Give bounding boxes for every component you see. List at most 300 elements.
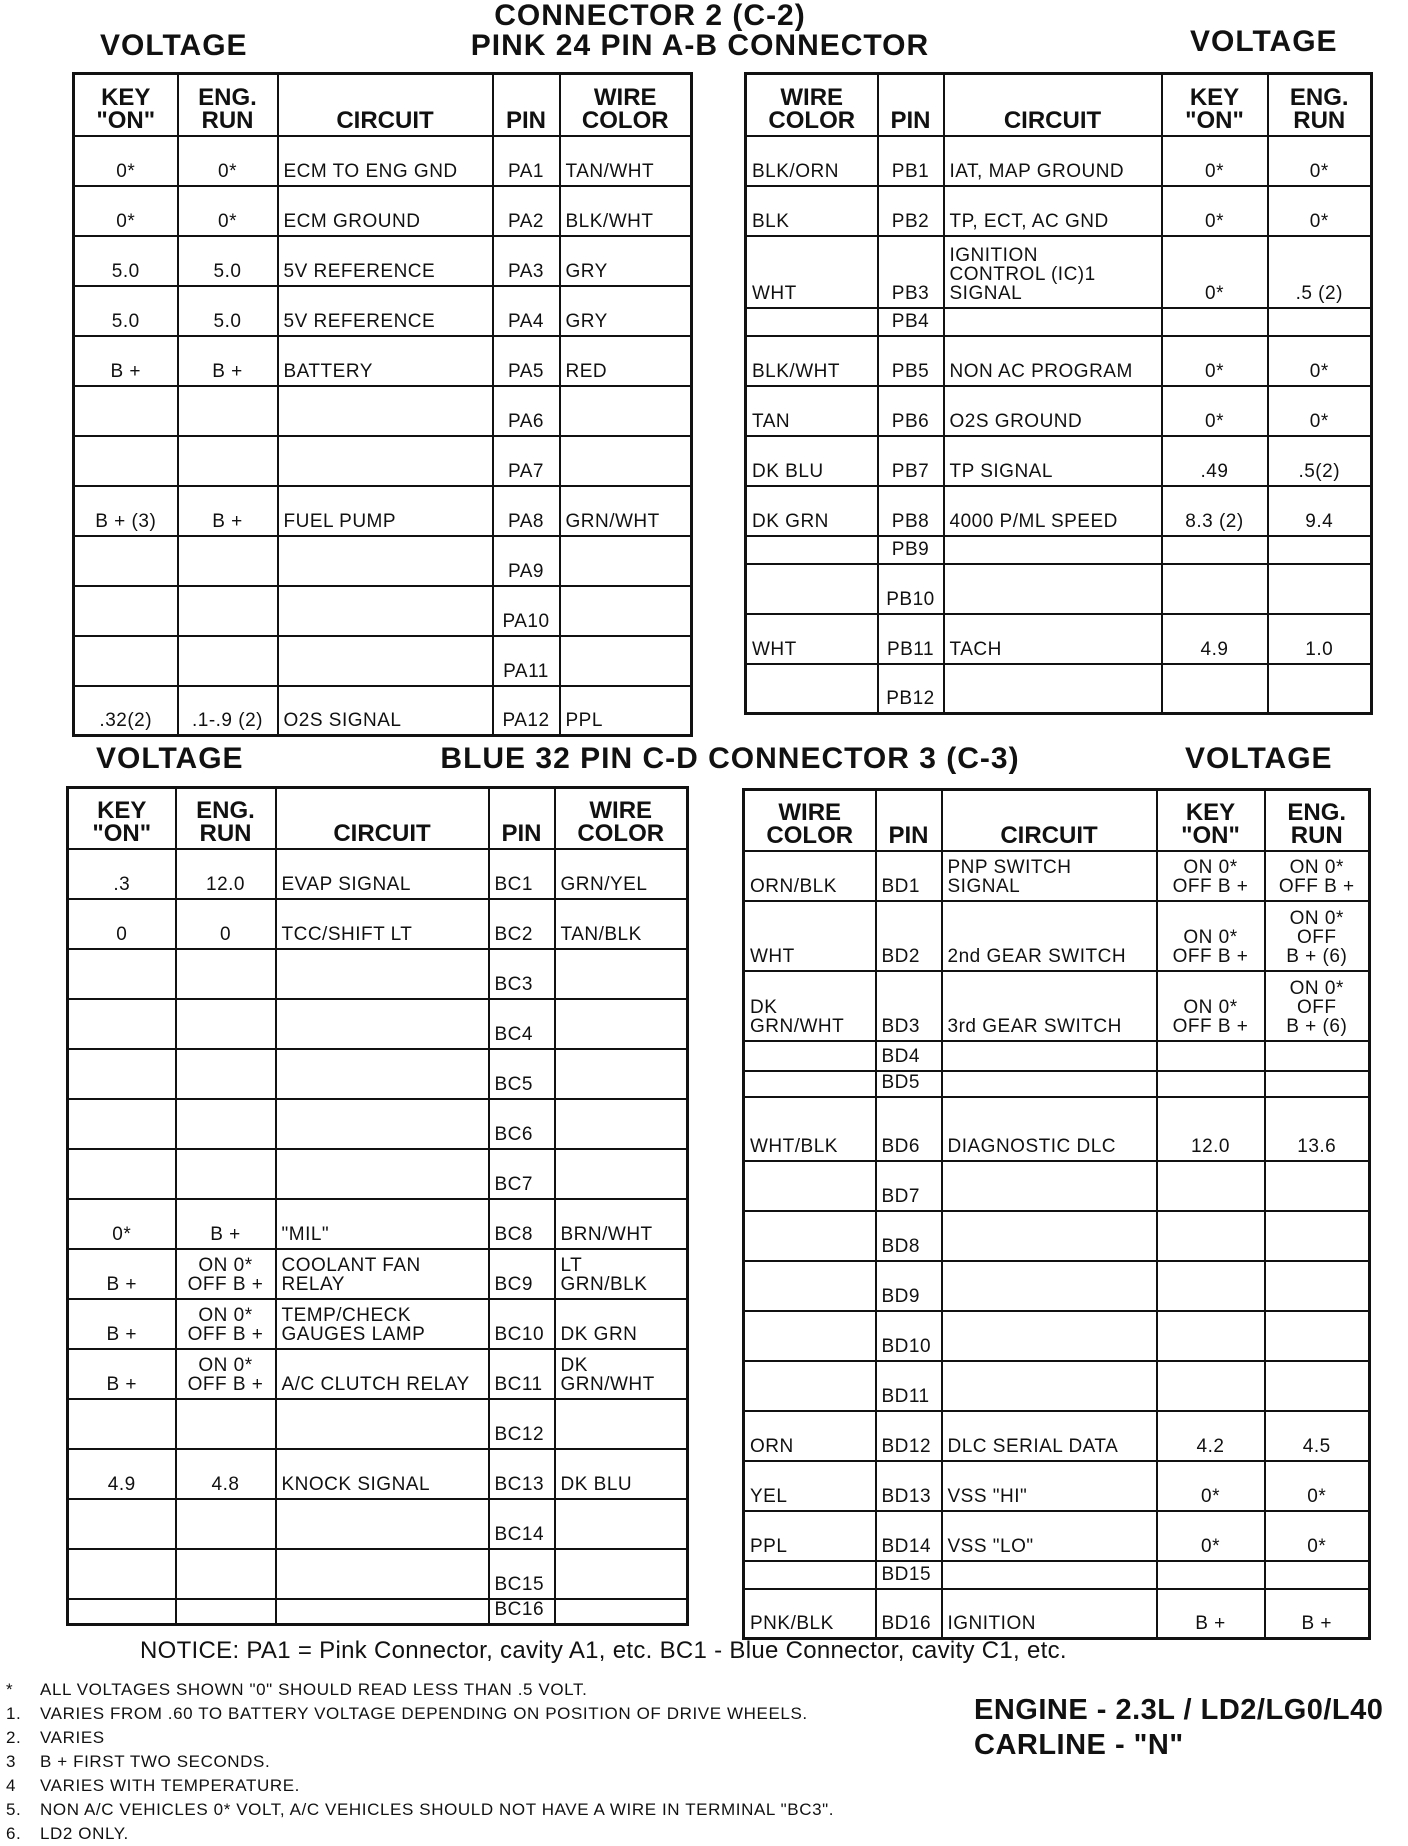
cell-wire-color: DK GRN bbox=[746, 486, 878, 536]
cell-circuit: EVAP SIGNAL bbox=[276, 849, 489, 899]
cell-wire-color: DK GRN bbox=[555, 1299, 688, 1349]
table-row bbox=[74, 536, 692, 586]
footnote bbox=[6, 1702, 834, 1726]
cell-pin: BC5 bbox=[489, 1049, 555, 1099]
cell-circuit bbox=[944, 564, 1162, 614]
footnote bbox=[6, 1678, 834, 1702]
cell-pin: PA4 bbox=[493, 286, 560, 336]
footnote bbox=[6, 1726, 834, 1750]
col-pin: PIN bbox=[489, 788, 555, 849]
col-eng-run: ENG. RUN bbox=[178, 74, 278, 136]
table-row bbox=[74, 286, 692, 336]
cell-pin: PB1 bbox=[878, 136, 944, 186]
cell-key-on bbox=[74, 586, 178, 636]
col-key-on: KEY "ON" bbox=[1157, 790, 1265, 851]
pink-connector-b-table bbox=[744, 72, 1373, 715]
cell-pin: BD16 bbox=[876, 1589, 942, 1639]
cell-pin: PB9 bbox=[878, 536, 944, 564]
footnote bbox=[6, 1798, 834, 1822]
cell-key-on bbox=[1157, 1071, 1265, 1097]
footnote-text: LD2 ONLY. bbox=[40, 1824, 129, 1843]
cell-key-on bbox=[1157, 1211, 1265, 1261]
cell-eng-run: 5.0 bbox=[178, 286, 278, 336]
col-key-on: KEY "ON" bbox=[68, 788, 176, 849]
cell-circuit: 4000 P/ML SPEED bbox=[944, 486, 1162, 536]
table-row bbox=[74, 636, 692, 686]
footnote bbox=[6, 1822, 834, 1846]
col-eng-run: ENG. RUN bbox=[176, 788, 276, 849]
cell-pin: PB10 bbox=[878, 564, 944, 614]
cell-wire-color: BRN/WHT bbox=[555, 1199, 688, 1249]
cell-pin: PB7 bbox=[878, 436, 944, 486]
cell-eng-run: 0* bbox=[1268, 136, 1372, 186]
cell-pin: PA2 bbox=[493, 186, 560, 236]
cell-key-on: B + bbox=[68, 1299, 176, 1349]
cell-wire-color: PPL bbox=[744, 1511, 876, 1561]
cell-wire-color: BLK/ORN bbox=[746, 136, 878, 186]
table-row bbox=[68, 1299, 688, 1349]
cell-eng-run bbox=[1265, 1071, 1370, 1097]
cell-eng-run bbox=[1268, 564, 1372, 614]
cell-circuit bbox=[944, 308, 1162, 336]
table-row bbox=[68, 849, 688, 899]
cell-circuit: O2S SIGNAL bbox=[278, 686, 493, 736]
cell-circuit bbox=[278, 386, 493, 436]
cell-wire-color: TAN/WHT bbox=[560, 136, 692, 186]
col-circuit: CIRCUIT bbox=[278, 74, 493, 136]
table-row bbox=[68, 999, 688, 1049]
cell-pin: BC9 bbox=[489, 1249, 555, 1299]
cell-circuit bbox=[276, 1099, 489, 1149]
cell-eng-run bbox=[1268, 536, 1372, 564]
cell-circuit bbox=[942, 1561, 1157, 1589]
table-row bbox=[68, 1099, 688, 1149]
cell-pin: PB11 bbox=[878, 614, 944, 664]
footnote-text: VARIES bbox=[40, 1728, 105, 1747]
cell-pin: PA3 bbox=[493, 236, 560, 286]
cell-pin: BD9 bbox=[876, 1261, 942, 1311]
cell-key-on: 0* bbox=[1162, 386, 1268, 436]
cell-circuit bbox=[942, 1071, 1157, 1097]
cell-wire-color bbox=[560, 536, 692, 586]
cell-circuit: TACH bbox=[944, 614, 1162, 664]
cell-eng-run: 4.5 bbox=[1265, 1411, 1370, 1461]
footnote-text: ALL VOLTAGES SHOWN "0" SHOULD READ LESS THAN .5 VOLT. bbox=[40, 1680, 588, 1699]
footnote-mark: 5. bbox=[6, 1800, 22, 1819]
cell-key-on bbox=[1162, 564, 1268, 614]
col-pin: PIN bbox=[878, 74, 944, 136]
cell-key-on: 0* bbox=[1162, 186, 1268, 236]
cell-circuit bbox=[942, 1211, 1157, 1261]
cell-circuit: 5V REFERENCE bbox=[278, 286, 493, 336]
cell-wire-color bbox=[746, 664, 878, 714]
connector2-title: CONNECTOR 2 (C-2) bbox=[494, 0, 806, 32]
cell-pin: PA10 bbox=[493, 586, 560, 636]
blue-connector-title: BLUE 32 PIN C-D CONNECTOR 3 (C-3) bbox=[440, 742, 1020, 775]
cell-key-on bbox=[74, 636, 178, 686]
col-wire-color: WIRE COLOR bbox=[555, 788, 688, 849]
cell-key-on: B + bbox=[68, 1349, 176, 1399]
cell-eng-run: 0* bbox=[178, 136, 278, 186]
voltage-label-mid-left: VOLTAGE bbox=[96, 742, 244, 775]
footnote-mark: 3 bbox=[6, 1752, 17, 1771]
cell-wire-color bbox=[744, 1161, 876, 1211]
cell-eng-run bbox=[178, 536, 278, 586]
cell-eng-run: 13.6 bbox=[1265, 1097, 1370, 1161]
footnote-text: NON A/C VEHICLES 0* VOLT, A/C VEHICLES SHOULD NOT HAVE A WIRE IN TERMINAL "BC3". bbox=[40, 1800, 835, 1819]
cell-key-on: 4.9 bbox=[68, 1449, 176, 1499]
cell-eng-run: 0* bbox=[178, 186, 278, 236]
cell-eng-run bbox=[1265, 1211, 1370, 1261]
cell-pin: PA1 bbox=[493, 136, 560, 186]
cell-eng-run bbox=[1265, 1361, 1370, 1411]
cell-circuit: TEMP/CHECK GAUGES LAMP bbox=[276, 1299, 489, 1349]
cell-wire-color: PNK/BLK bbox=[744, 1589, 876, 1639]
cell-eng-run: 0* bbox=[1268, 186, 1372, 236]
footnote-mark: * bbox=[6, 1680, 14, 1699]
cell-circuit: TCC/SHIFT LT bbox=[276, 899, 489, 949]
cell-pin: BC8 bbox=[489, 1199, 555, 1249]
table-row bbox=[68, 1049, 688, 1099]
table-row bbox=[74, 336, 692, 386]
cell-pin: BD8 bbox=[876, 1211, 942, 1261]
cell-pin: BC11 bbox=[489, 1349, 555, 1399]
cell-eng-run: 0* bbox=[1268, 386, 1372, 436]
cell-pin: PA5 bbox=[493, 336, 560, 386]
cell-circuit: IAT, MAP GROUND bbox=[944, 136, 1162, 186]
cell-key-on: 0* bbox=[74, 186, 178, 236]
cell-circuit: 3rd GEAR SWITCH bbox=[942, 971, 1157, 1041]
cell-wire-color: GRY bbox=[560, 286, 692, 336]
col-key-on: KEY "ON" bbox=[1162, 74, 1268, 136]
table-row bbox=[744, 1041, 1370, 1071]
cell-eng-run: ON 0* OFF B + bbox=[1265, 851, 1370, 901]
cell-eng-run bbox=[1265, 1261, 1370, 1311]
table-row bbox=[74, 586, 692, 636]
cell-pin: BC12 bbox=[489, 1399, 555, 1449]
cell-key-on: B + (3) bbox=[74, 486, 178, 536]
cell-key-on bbox=[1157, 1561, 1265, 1589]
cell-wire-color: WHT/BLK bbox=[744, 1097, 876, 1161]
table-row bbox=[68, 1499, 688, 1549]
cell-eng-run: ON 0* OFF B + (6) bbox=[1265, 971, 1370, 1041]
cell-wire-color bbox=[744, 1261, 876, 1311]
cell-key-on bbox=[74, 536, 178, 586]
cell-eng-run: B + bbox=[178, 336, 278, 386]
table-row bbox=[744, 1511, 1370, 1561]
cell-circuit bbox=[944, 664, 1162, 714]
cell-eng-run: 0* bbox=[1265, 1461, 1370, 1511]
cell-wire-color: DK GRN/WHT bbox=[744, 971, 876, 1041]
cell-wire-color bbox=[746, 308, 878, 336]
table-row bbox=[744, 1071, 1370, 1097]
cell-wire-color bbox=[560, 586, 692, 636]
cell-key-on: 8.3 (2) bbox=[1162, 486, 1268, 536]
cell-pin: PB4 bbox=[878, 308, 944, 336]
table-row bbox=[746, 536, 1372, 564]
cell-key-on: 4.2 bbox=[1157, 1411, 1265, 1461]
cell-eng-run bbox=[176, 1549, 276, 1599]
notice-text: NOTICE: PA1 = Pink Connector, cavity A1, etc. BC1 - Blue Connector, cavity C1, etc. bbox=[140, 1637, 1067, 1664]
cell-wire-color: GRN/WHT bbox=[560, 486, 692, 536]
table-row bbox=[74, 186, 692, 236]
cell-eng-run: .5 (2) bbox=[1268, 236, 1372, 308]
table-row bbox=[68, 1149, 688, 1199]
table-row bbox=[746, 386, 1372, 436]
cell-circuit: IGNITION bbox=[942, 1589, 1157, 1639]
cell-key-on: 0* bbox=[1157, 1511, 1265, 1561]
col-pin: PIN bbox=[876, 790, 942, 851]
cell-circuit bbox=[942, 1261, 1157, 1311]
cell-eng-run: .1-.9 (2) bbox=[178, 686, 278, 736]
table-row bbox=[744, 1311, 1370, 1361]
cell-pin: PB8 bbox=[878, 486, 944, 536]
cell-pin: BD5 bbox=[876, 1071, 942, 1097]
cell-circuit bbox=[944, 536, 1162, 564]
col-eng-run: ENG. RUN bbox=[1268, 74, 1372, 136]
cell-wire-color: TAN bbox=[746, 386, 878, 436]
col-circuit: CIRCUIT bbox=[276, 788, 489, 849]
cell-wire-color: DK GRN/WHT bbox=[555, 1349, 688, 1399]
cell-eng-run: 5.0 bbox=[178, 236, 278, 286]
cell-key-on: 5.0 bbox=[74, 236, 178, 286]
col-wire-color: WIRE COLOR bbox=[560, 74, 692, 136]
table-row bbox=[746, 336, 1372, 386]
cell-eng-run bbox=[1268, 664, 1372, 714]
cell-key-on bbox=[1157, 1261, 1265, 1311]
cell-key-on: 12.0 bbox=[1157, 1097, 1265, 1161]
footnote-text: B + FIRST TWO SECONDS. bbox=[40, 1752, 271, 1771]
cell-key-on bbox=[1157, 1041, 1265, 1071]
cell-eng-run bbox=[176, 1149, 276, 1199]
table-row bbox=[744, 971, 1370, 1041]
cell-pin: BD13 bbox=[876, 1461, 942, 1511]
cell-circuit: 2nd GEAR SWITCH bbox=[942, 901, 1157, 971]
col-wire-color: WIRE COLOR bbox=[744, 790, 876, 851]
cell-pin: BC6 bbox=[489, 1099, 555, 1149]
cell-circuit: ECM GROUND bbox=[278, 186, 493, 236]
footnote bbox=[6, 1750, 834, 1774]
cell-eng-run bbox=[176, 1099, 276, 1149]
table-row bbox=[68, 1449, 688, 1499]
cell-key-on bbox=[1162, 308, 1268, 336]
cell-wire-color bbox=[555, 949, 688, 999]
cell-wire-color bbox=[555, 1049, 688, 1099]
cell-eng-run: B + bbox=[176, 1199, 276, 1249]
cell-key-on bbox=[1157, 1311, 1265, 1361]
voltage-label-mid-right: VOLTAGE bbox=[1185, 742, 1333, 775]
cell-key-on bbox=[68, 1399, 176, 1449]
cell-eng-run: ON 0* OFF B + bbox=[176, 1299, 276, 1349]
cell-eng-run: 1.0 bbox=[1268, 614, 1372, 664]
cell-wire-color: DK BLU bbox=[746, 436, 878, 486]
cell-pin: BC4 bbox=[489, 999, 555, 1049]
cell-wire-color: GRY bbox=[560, 236, 692, 286]
cell-eng-run bbox=[176, 1399, 276, 1449]
table-row bbox=[74, 236, 692, 286]
cell-pin: PB12 bbox=[878, 664, 944, 714]
cell-eng-run bbox=[176, 1599, 276, 1625]
cell-pin: BC13 bbox=[489, 1449, 555, 1499]
cell-eng-run: B + bbox=[1265, 1589, 1370, 1639]
table-row bbox=[68, 1399, 688, 1449]
cell-pin: PA11 bbox=[493, 636, 560, 686]
cell-eng-run: ON 0* OFF B + (6) bbox=[1265, 901, 1370, 971]
cell-circuit bbox=[942, 1311, 1157, 1361]
cell-wire-color: WHT bbox=[746, 614, 878, 664]
cell-key-on bbox=[68, 1149, 176, 1199]
cell-pin: BD7 bbox=[876, 1161, 942, 1211]
cell-pin: PB6 bbox=[878, 386, 944, 436]
cell-key-on: 0* bbox=[1162, 136, 1268, 186]
cell-wire-color: TAN/BLK bbox=[555, 899, 688, 949]
cell-eng-run: 12.0 bbox=[176, 849, 276, 899]
cell-circuit bbox=[276, 1399, 489, 1449]
table-row bbox=[74, 386, 692, 436]
footnote-mark: 1. bbox=[6, 1704, 22, 1723]
cell-key-on bbox=[1157, 1161, 1265, 1211]
cell-key-on bbox=[1162, 536, 1268, 564]
cell-wire-color: GRN/YEL bbox=[555, 849, 688, 899]
cell-pin: BC1 bbox=[489, 849, 555, 899]
table-row bbox=[74, 686, 692, 736]
table-row bbox=[744, 1411, 1370, 1461]
table-row bbox=[746, 614, 1372, 664]
voltage-label-top-left: VOLTAGE bbox=[100, 29, 248, 62]
cell-pin: BD6 bbox=[876, 1097, 942, 1161]
col-circuit: CIRCUIT bbox=[944, 74, 1162, 136]
cell-wire-color: ORN bbox=[744, 1411, 876, 1461]
cell-wire-color bbox=[555, 1499, 688, 1549]
cell-key-on bbox=[68, 1099, 176, 1149]
table-row bbox=[68, 1349, 688, 1399]
table-row bbox=[68, 1599, 688, 1625]
cell-eng-run bbox=[178, 436, 278, 486]
cell-key-on: ON 0* OFF B + bbox=[1157, 851, 1265, 901]
table-row bbox=[746, 308, 1372, 336]
blue-connector-c-table bbox=[66, 786, 689, 1626]
cell-key-on bbox=[68, 949, 176, 999]
cell-pin: PB2 bbox=[878, 186, 944, 236]
cell-key-on bbox=[1162, 664, 1268, 714]
cell-circuit bbox=[276, 1599, 489, 1625]
cell-key-on: B + bbox=[68, 1249, 176, 1299]
cell-wire-color bbox=[555, 1099, 688, 1149]
cell-pin: PA8 bbox=[493, 486, 560, 536]
cell-circuit: NON AC PROGRAM bbox=[944, 336, 1162, 386]
cell-eng-run: 9.4 bbox=[1268, 486, 1372, 536]
cell-key-on: 0* bbox=[1157, 1461, 1265, 1511]
cell-circuit: O2S GROUND bbox=[944, 386, 1162, 436]
cell-wire-color: BLK/WHT bbox=[560, 186, 692, 236]
cell-eng-run: B + bbox=[178, 486, 278, 536]
cell-wire-color: YEL bbox=[744, 1461, 876, 1511]
cell-wire-color bbox=[560, 636, 692, 686]
blue-connector-d-table bbox=[742, 788, 1371, 1640]
cell-wire-color bbox=[744, 1561, 876, 1589]
cell-circuit: "MIL" bbox=[276, 1199, 489, 1249]
table-row bbox=[744, 1261, 1370, 1311]
cell-eng-run: .5(2) bbox=[1268, 436, 1372, 486]
table-row bbox=[744, 1361, 1370, 1411]
cell-pin: PA6 bbox=[493, 386, 560, 436]
table-row bbox=[744, 1161, 1370, 1211]
cell-pin: BD15 bbox=[876, 1561, 942, 1589]
cell-wire-color bbox=[560, 436, 692, 486]
cell-key-on: 4.9 bbox=[1162, 614, 1268, 664]
pink-connector-a-table bbox=[72, 72, 693, 737]
cell-key-on: 0* bbox=[1162, 236, 1268, 308]
cell-pin: BC16 bbox=[489, 1599, 555, 1625]
table-row bbox=[68, 1549, 688, 1599]
cell-circuit: DIAGNOSTIC DLC bbox=[942, 1097, 1157, 1161]
cell-pin: BD2 bbox=[876, 901, 942, 971]
cell-wire-color bbox=[555, 1399, 688, 1449]
cell-key-on bbox=[68, 1499, 176, 1549]
cell-circuit: FUEL PUMP bbox=[278, 486, 493, 536]
cell-eng-run bbox=[176, 1499, 276, 1549]
cell-circuit bbox=[942, 1161, 1157, 1211]
table-row bbox=[74, 136, 692, 186]
cell-circuit: COOLANT FAN RELAY bbox=[276, 1249, 489, 1299]
cell-wire-color bbox=[744, 1211, 876, 1261]
cell-pin: BD3 bbox=[876, 971, 942, 1041]
cell-circuit bbox=[276, 999, 489, 1049]
cell-key-on bbox=[1157, 1361, 1265, 1411]
cell-wire-color: RED bbox=[560, 336, 692, 386]
cell-wire-color: BLK/WHT bbox=[746, 336, 878, 386]
cell-wire-color bbox=[744, 1361, 876, 1411]
cell-eng-run bbox=[176, 1049, 276, 1099]
cell-wire-color: BLK bbox=[746, 186, 878, 236]
cell-eng-run: 4.8 bbox=[176, 1449, 276, 1499]
cell-wire-color bbox=[746, 564, 878, 614]
cell-wire-color: LT GRN/BLK bbox=[555, 1249, 688, 1299]
cell-circuit: A/C CLUTCH RELAY bbox=[276, 1349, 489, 1399]
cell-eng-run bbox=[176, 999, 276, 1049]
engine-label: ENGINE - 2.3L / LD2/LG0/L40 bbox=[974, 1694, 1384, 1726]
cell-eng-run bbox=[1265, 1041, 1370, 1071]
cell-key-on: 5.0 bbox=[74, 286, 178, 336]
table-row bbox=[746, 486, 1372, 536]
cell-wire-color: ORN/BLK bbox=[744, 851, 876, 901]
cell-circuit bbox=[276, 949, 489, 999]
cell-eng-run bbox=[1265, 1561, 1370, 1589]
cell-circuit: PNP SWITCH SIGNAL bbox=[942, 851, 1157, 901]
cell-circuit bbox=[276, 1549, 489, 1599]
cell-key-on bbox=[68, 999, 176, 1049]
cell-wire-color bbox=[555, 999, 688, 1049]
col-wire-color: WIRE COLOR bbox=[746, 74, 878, 136]
cell-wire-color bbox=[555, 1149, 688, 1199]
cell-circuit bbox=[278, 636, 493, 686]
table-row bbox=[744, 901, 1370, 971]
cell-circuit bbox=[942, 1041, 1157, 1071]
cell-circuit bbox=[278, 536, 493, 586]
cell-circuit bbox=[276, 1049, 489, 1099]
cell-key-on: .49 bbox=[1162, 436, 1268, 486]
col-circuit: CIRCUIT bbox=[942, 790, 1157, 851]
cell-circuit: TP, ECT, AC GND bbox=[944, 186, 1162, 236]
cell-circuit bbox=[276, 1149, 489, 1199]
cell-circuit: BATTERY bbox=[278, 336, 493, 386]
cell-eng-run bbox=[1265, 1311, 1370, 1361]
table-row bbox=[74, 486, 692, 536]
cell-key-on: .3 bbox=[68, 849, 176, 899]
cell-circuit bbox=[278, 586, 493, 636]
cell-key-on: 0* bbox=[1162, 336, 1268, 386]
cell-wire-color bbox=[560, 386, 692, 436]
